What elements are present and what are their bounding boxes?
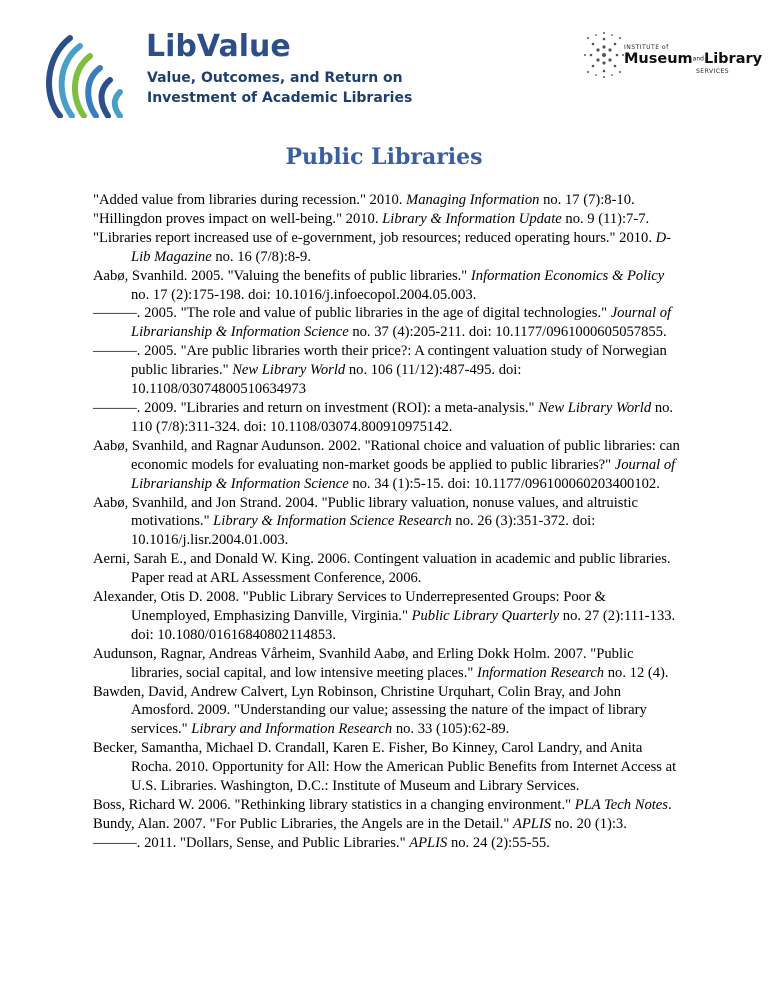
reference-details: no. 37 (4):205-211. doi: 10.1177/0961000605057855. bbox=[348, 324, 667, 341]
reference-details: no. 16 (7/8):8-9. bbox=[211, 248, 311, 265]
reference-text: Boss, Richard W. 2006. "Rethinking library statistics in a changing environment." bbox=[93, 797, 575, 813]
reference-text: "Hillingdon proves impact on well-being." 2010. bbox=[93, 210, 383, 227]
reference-text: ———. 2005. "The role and value of public libraries in the age of digital technologies." bbox=[93, 305, 611, 322]
reference-text: Audunson, Ragnar, Andreas Vårheim, Svanhild Aabø, and Erling Dokk Holm. 2007. "Public libraries, social capital, and low intensive meeting places." bbox=[93, 645, 634, 681]
reference-source-title: APLIS bbox=[512, 815, 552, 832]
reference-entry bbox=[93, 796, 683, 815]
reference-entry bbox=[93, 267, 683, 305]
reference-text: Aabø, Svanhild, and Jon Strand. 2004. "Public library valuation, nonuse values, and altruistic motivations." bbox=[93, 494, 639, 530]
reference-details: no. 26 (3):351-372. doi: 10.1016/j.lisr.2004.01.003. bbox=[131, 513, 596, 549]
tagline-line-1: Value, Outcomes, and Return on bbox=[147, 70, 403, 86]
reference-source-title: Information Research bbox=[476, 664, 605, 681]
reference-entry bbox=[93, 683, 683, 740]
reference-text: "Added value from libraries during recession." 2010. bbox=[93, 192, 407, 208]
reference-details: no. 17 (2):175-198. doi: 10.1016/j.infoecopol.2004.05.003. bbox=[131, 286, 477, 303]
reference-text: Aabø, Svanhild. 2005. "Valuing the benefits of public libraries." bbox=[93, 267, 471, 284]
reference-details: no. 17 (7):8-10. bbox=[539, 192, 635, 208]
page-title: Public Libraries bbox=[285, 144, 483, 170]
reference-entry bbox=[93, 191, 683, 210]
reference-entry bbox=[93, 834, 683, 853]
reference-source-title: D-Lib Magazine bbox=[131, 229, 672, 265]
reference-entry bbox=[93, 210, 683, 229]
reference-entry bbox=[93, 739, 683, 796]
reference-source-title: New Library World bbox=[538, 399, 652, 416]
reference-details: no. 12 (4). bbox=[604, 664, 669, 681]
reference-entry bbox=[93, 494, 683, 551]
reference-entry bbox=[93, 304, 683, 342]
reference-source-title: New Library World bbox=[232, 362, 346, 379]
brand-name: LibValue bbox=[146, 29, 291, 64]
reference-details: . bbox=[667, 797, 672, 813]
reference-source-title: PLA Tech Notes bbox=[574, 797, 668, 813]
reference-source-title: Library & Information Science Research bbox=[213, 513, 452, 530]
libvalue-logo-icon bbox=[40, 28, 140, 118]
reference-text: Aerni, Sarah E., and Donald W. King. 2006. Contingent valuation in academic and public libraries. Paper read at ARL Assessment Conference, 2006. bbox=[93, 551, 671, 587]
reference-source-title: Public Library Quarterly bbox=[411, 607, 560, 624]
reference-source-title: Journal of Librarianship & Information Science bbox=[131, 456, 676, 492]
imls-library: Library bbox=[703, 51, 763, 67]
tagline-line-2: Investment of Academic Libraries bbox=[147, 90, 413, 106]
reference-text: ———. 2009. "Libraries and return on investment (ROI): a meta-analysis." bbox=[93, 399, 539, 416]
reference-details: no. 24 (2):55-55. bbox=[447, 834, 550, 851]
reference-details: no. 110 (7/8):311-324. doi: 10.1108/03074.800910975142. bbox=[131, 399, 674, 435]
reference-entry bbox=[93, 437, 683, 494]
reference-text: ———. 2011. "Dollars, Sense, and Public Libraries." bbox=[93, 834, 410, 851]
reference-entry bbox=[93, 588, 683, 645]
reference-source-title: Journal of Librarianship & Information Science bbox=[131, 305, 672, 341]
reference-entry bbox=[93, 229, 683, 267]
reference-source-title: APLIS bbox=[409, 834, 448, 851]
imls-museum: Museum bbox=[624, 51, 693, 67]
reference-text: Bawden, David, Andrew Calvert, Lyn Robinson, Christine Urquhart, Colin Bray, and John Amosford. 2009. "Understanding our value; assessing the nature of the impact of library services." bbox=[93, 683, 647, 738]
reference-details: no. 20 (1):3. bbox=[551, 815, 627, 832]
reference-text: "Libraries report increased use of e-government, job resources; reduced operating hours." 2010. bbox=[93, 229, 656, 246]
reference-details: no. 9 (11):7-7. bbox=[561, 210, 650, 227]
imls-and: and bbox=[692, 55, 704, 63]
reference-entry bbox=[93, 645, 683, 683]
reference-entry bbox=[93, 399, 683, 437]
reference-details: no. 33 (105):62-89. bbox=[392, 721, 510, 738]
reference-details: no. 34 (1):5-15. doi: 10.1177/096100060203400102. bbox=[348, 475, 660, 492]
reference-text: Becker, Samantha, Michael D. Crandall, Karen E. Fisher, Bo Kinney, Carol Landry, and Anita Rocha. 2010. Opportunity for All: How the American Public Benefits from Internet Access at U.S. Libraries. Washington, D.C.: Institute of Museum and Library Services. bbox=[93, 740, 677, 795]
reference-text: Alexander, Otis D. 2008. "Public Library Services to Underrepresented Groups: Poor & Unemployed, Emphasizing Danville, Virginia." bbox=[93, 589, 606, 624]
reference-text: Bundy, Alan. 2007. "For Public Libraries, the Angels are in the Detail." bbox=[93, 815, 513, 832]
reference-text: ———. 2005. "Are public libraries worth their price?: A contingent valuation study of Norwegian public libraries." bbox=[93, 343, 667, 379]
reference-list bbox=[93, 191, 683, 853]
reference-source-title: Library & Information Update bbox=[382, 210, 562, 227]
reference-details: no. 27 (2):111-133. doi: 10.1080/01616840802114853. bbox=[131, 607, 676, 643]
reference-text: Aabø, Svanhild, and Ragnar Audunson. 2002. "Rational choice and valuation of public libraries: can economic models for evaluating non-market goods be applied to public libraries?" bbox=[93, 437, 680, 473]
reference-source-title: Managing Information bbox=[406, 192, 540, 208]
imls-institute-text: INSTITUTE of bbox=[624, 44, 669, 51]
reference-source-title: Library and Information Research bbox=[191, 721, 393, 738]
page-header bbox=[0, 0, 768, 130]
reference-source-title: Information Economics & Policy bbox=[470, 267, 665, 284]
reference-entry bbox=[93, 815, 683, 834]
reference-entry bbox=[93, 342, 683, 399]
reference-entry bbox=[93, 550, 683, 588]
reference-details: no. 106 (11/12):487-495. doi: 10.1108/03074800510634973 bbox=[131, 362, 522, 398]
imls-name bbox=[624, 51, 762, 67]
imls-services-text: SERVICES bbox=[696, 68, 730, 75]
